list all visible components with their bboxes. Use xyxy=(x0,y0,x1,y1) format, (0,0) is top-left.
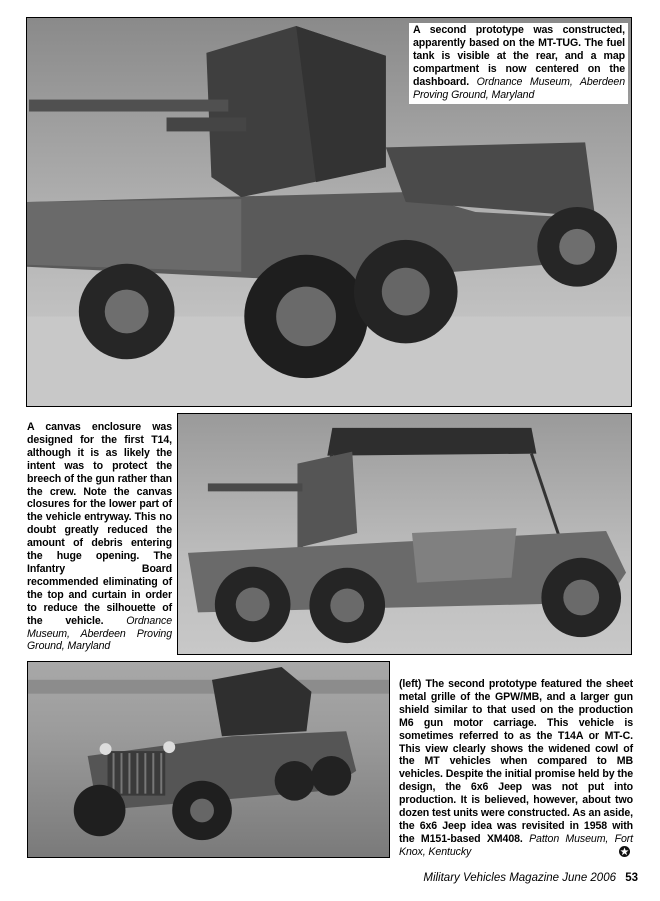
footer-magazine: Military Vehicles Magazine xyxy=(423,872,560,884)
page-number: 53 xyxy=(625,872,638,884)
caption-top xyxy=(409,23,628,104)
caption-middle-credit: Ordnance Museum, Aberdeen Proving Ground, Maryland xyxy=(27,614,172,653)
page-footer xyxy=(423,872,638,884)
caption-bottom xyxy=(399,678,633,859)
caption-bottom-credit: Patton Museum, Fort Knox, Kentucky xyxy=(399,832,634,858)
photo-second-prototype-front xyxy=(27,661,390,858)
caption-top-credit: Ordnance Museum, Aberdeen Proving Ground, Maryland xyxy=(413,75,625,101)
end-mark-icon xyxy=(619,846,630,857)
caption-middle xyxy=(27,421,172,653)
photo-canvas-enclosure xyxy=(177,413,632,655)
caption-bottom-body: (left) The second prototype featured the sheet metal grille of the GPW/MB, and a larger gun shield similar to that used on the production M6 gun motor carriage. This vehicle is sometimes referred to as the T14A or MT-C. This view clearly shows the widened cowl of the MT vehicles when compared to MB vehicles. Despite the initial promise held by the design, the 6x6 Jeep was not put into production. It is believed, however, about two dozen test units were constructed. As an aside, the 6x6 Jeep idea was revisited in 1958 with the M151-based XM408. xyxy=(399,678,633,845)
footer-date: June 2006 xyxy=(562,872,616,884)
caption-middle-body: A canvas enclosure was designed for the first T14, although it is as likely the intent was to protect the breech of the gun rather than the crew. Note the canvas closures for the lower part of the vehicle entryway. This no doubt greatly reduced the amount of debris entering the huge opening. The Infantry Board recommended eliminating of the top and curtain in order to reduce the silhouette of the vehicle. xyxy=(27,421,172,627)
caption-top-body: A second prototype was constructed, apparently based on the MT-TUG. The fuel tank is visible at the rear, and a map compartment is now centered on the dashboard. xyxy=(413,24,625,88)
